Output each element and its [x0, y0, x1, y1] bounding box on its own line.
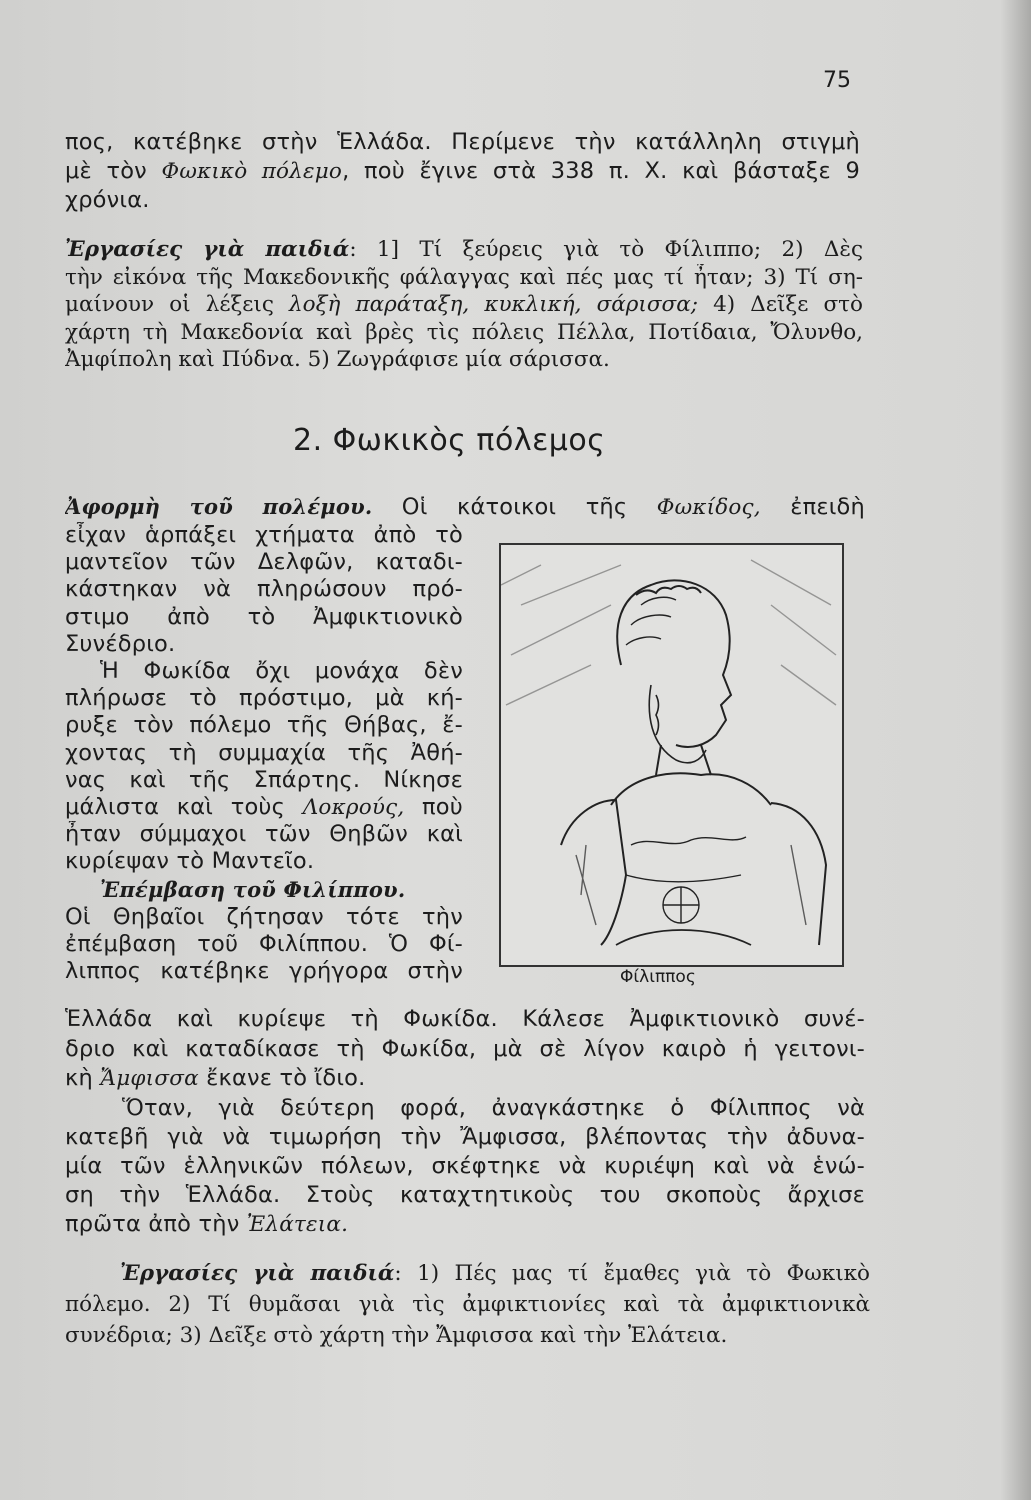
text-line: πος, κατέβηκε στὴν Ἑλλάδα. Περίμενε τὴν κατάλληλη στιγμὴ — [65, 129, 860, 155]
text-line: Ἐργασίες γιὰ παιδιά: 1] Τί ξεύρεις γιὰ τὸ Φίλιππο; 2) Δὲς — [65, 237, 863, 262]
text-line: ἐπέμβαση τοῦ Φιλίππου. Ὁ Φί- — [65, 931, 463, 958]
text-line: νας καὶ τῆς Σπάρτης. Νίκησε — [65, 766, 463, 793]
text-line: Συνέδριο. — [65, 630, 176, 657]
text-line: πλήρωσε τὸ πρόστιμο, μὰ κή- — [65, 685, 463, 712]
text-line: ἦταν σύμμαχοι τῶν Θηβῶν καὶ — [65, 821, 463, 848]
text-line: χρόνια. — [65, 187, 150, 213]
text-line: κάστηκαν νὰ πληρώσουν πρό- — [65, 576, 463, 603]
text-line: πόλεμο. 2) Τί θυμᾶσαι γιὰ τὶς ἀμφικτιονίες καὶ τὰ ἀμφικτιονικὰ — [65, 1292, 870, 1317]
text-line: τὴν εἰκόνα τῆς Μακεδονικῆς φάλαγγας καὶ πές μας τί ἦταν; 3) Τί ση- — [65, 264, 863, 290]
philip-portrait-figure — [499, 543, 844, 967]
tasks-label: Ἐργασίες γιὰ παιδιά — [120, 1261, 395, 1286]
text-line: μὲ τὸν Φωκικὸ πόλεμο, ποὺ ἔγινε στὰ 338 π. Χ. καὶ βάσταξε 9 — [65, 158, 860, 184]
tasks-block-1 — [65, 236, 863, 374]
intro-paragraph — [65, 128, 860, 215]
page-number: 75 — [823, 68, 851, 93]
text-line: ση τὴν Ἑλλάδα. Στοὺς καταχτητικοὺς του σκοποὺς ἄρχισε — [65, 1182, 865, 1208]
section1-label: Ἀφορμὴ τοῦ πολέμου. — [65, 494, 373, 519]
text-line: κυρίεψαν τὸ Μαντεῖο. — [65, 848, 315, 875]
text-line: πρῶτα ἀπὸ τὴν Ἐλάτεια. — [65, 1211, 349, 1237]
tasks-block-2 — [65, 1258, 870, 1351]
text-line: χοντας τὴ συμμαχία τῆς Ἀθή- — [65, 739, 463, 766]
text-line: μία τῶν ἑλληνικῶν πόλεων, σκέφτηκε νὰ κυριέψη καὶ νὰ ἑνώ- — [65, 1153, 865, 1179]
paragraph-3 — [65, 1094, 865, 1239]
figure-caption: Φίλιππος — [620, 967, 696, 987]
text-line: λιππος κατέβηκε γρήγορα στὴν — [65, 958, 463, 985]
narrow-column — [65, 522, 463, 985]
text-line: μαίνουν οἱ λέξεις λοξὴ παράταξη, κυκλική, σάρισσα; 4) Δεῖξε στὸ — [65, 292, 863, 317]
text-line: Ὅταν, γιὰ δεύτερη φορά, ἀναγκάστηκε ὁ Φίλιππος νὰ — [122, 1095, 865, 1121]
section1-first-line: Ἀφορμὴ τοῦ πολέμου. Οἱ κάτοικοι τῆς Φωκίδος, ἐπειδὴ — [65, 494, 865, 520]
text-line: χάρτη τὴ Μακεδονία καὶ βρὲς τὶς πόλεις Πέλλα, Ποτίδαια, Ὄλυνθο, — [65, 319, 863, 345]
text-line: Ἑλλάδα καὶ κυρίεψε τὴ Φωκίδα. Κάλεσε Ἀμφικτιονικὸ συνέ- — [65, 1006, 865, 1032]
text-line: δριο καὶ καταδίκασε τὴ Φωκίδα, μὰ σὲ λίγον καιρὸ ἡ γειτονι- — [65, 1035, 865, 1062]
text-line: κὴ Ἄμφισσα ἔκανε τὸ ἴδιο. — [65, 1065, 366, 1091]
text-line: Ἐργασίες γιὰ παιδιά: 1) Πές μας τί ἔμαθες γιὰ τὸ Φωκικὸ — [120, 1261, 870, 1286]
text-line: συνέδρια; 3) Δεῖξε στὸ χάρτη τὴν Ἄμφισσα καὶ τὴν Ἐλάτεια. — [65, 1323, 728, 1348]
text-line: μαντεῖον τῶν Δελφῶν, καταδι- — [65, 549, 463, 576]
text-line: Ἀμφίπολη καὶ Πύδνα. 5) Ζωγράφισε μία σάρισσα. — [65, 347, 610, 372]
text-line: εἶχαν ἁρπάξει χτήματα ἀπὸ τὸ — [65, 522, 463, 548]
section2-label: Ἐπέμβαση τοῦ Φιλίππου. — [100, 876, 406, 902]
section2-continuation — [65, 1005, 865, 1094]
text-line: κατεβῆ γιὰ νὰ τιμωρήση τὴν Ἄμφισσα, βλέποντας τὴν ἀδυνα- — [65, 1124, 865, 1150]
section-heading: 2. Φωκικὸς πόλεμος — [293, 423, 606, 458]
text-line: ρυξε τὸν πόλεμο τῆς Θήβας, ἔ- — [65, 712, 463, 739]
page-edge-shadow — [1001, 0, 1031, 1500]
text-line: μάλιστα καὶ τοὺς Λοκρούς, ποὺ — [65, 794, 463, 821]
text-line: στιμο ἀπὸ τὸ Ἀμφικτιονικὸ — [65, 603, 463, 630]
text-line — [65, 876, 463, 904]
text-line: Οἱ Θηβαῖοι ζήτησαν τότε τὴν — [65, 903, 463, 930]
philip-portrait-icon — [501, 545, 842, 965]
tasks-label: Ἐργασίες γιὰ παιδιά — [65, 237, 350, 262]
text-line: Ἡ Φωκίδα ὄχι μονάχα δὲν — [100, 658, 463, 685]
